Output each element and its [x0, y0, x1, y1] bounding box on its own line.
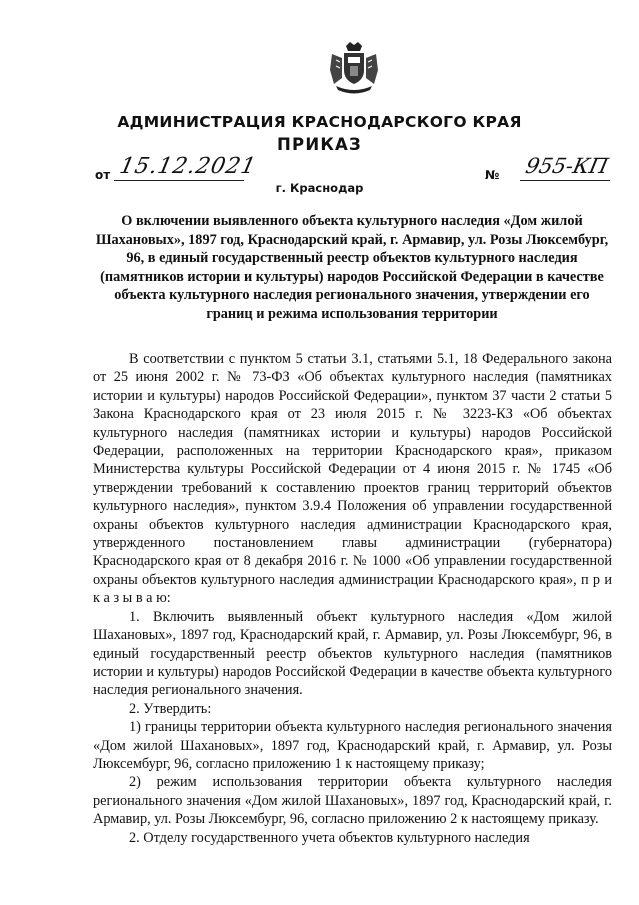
organization-name: АДМИНИСТРАЦИЯ КРАСНОДАРСКОГО КРАЯ — [117, 113, 522, 131]
preamble-paragraph: В соответствии с пунктом 5 статьи 3.1, статьями 5.1, 18 Федерального закона от 25 июня 2002 г. № 73-ФЗ «Об объектах культурного наследия (памятниках истории и культуры) народов Российской Федерации», пунктом 37 части 2 статьи 5 Закона Краснодарского края от 23 июля 2015 г. № 3223-КЗ «Об объектах культурного наследия (памятниках истории и культуры) народов Российской Федерации, расположенных на территории Краснодарского края», приказом Министерства культуры Российской Федерации от 4 июня 2015 г. № 1745 «Об утверждении требований к составлению проектов границ территорий объектов культурного наследия», пунктом 3.9.4 Положения об управлении государственной охраны объектов культурного наследия администрации Краснодарского края, утвержденного постановлением главы администрации (губернатора) Краснодарского края от 8 декабря 2016 г. № 1000 «Об управлении государственной охраны объектов культурного наследия администрации Краснодарского края», п р и к а з ы в а ю: — [93, 351, 612, 607]
item-2-1-paragraph: 1) границы территории объекта культурного наследия регионального значения «Дом жилой Шахановых», 1897 год, Краснодарский край, г. Армавир, ул. Розы Люксембург, 96, согласно приложению 1 к настоящему приказу; — [93, 719, 612, 772]
item-1-paragraph: 1. Включить выявленный объект культурного наследия «Дом жилой Шахановых», 1897 год, Краснодарский край, г. Армавир, ул. Розы Люксембург, 96, в единый государственный реестр объектов культурного наследия (памятников истории и культуры) народов Российской Федерации в качестве объекта культурного наследия регионального значения. — [93, 608, 612, 699]
handwritten-date: 15.12.2021 — [117, 154, 259, 179]
document-type: ПРИКАЗ — [277, 135, 362, 154]
order-body — [93, 350, 612, 847]
coat-of-arms-icon — [326, 40, 382, 96]
number-prefix: № — [485, 168, 500, 182]
item-3-paragraph: 2. Отделу государственного учета объектов культурного наследия — [129, 829, 530, 846]
item-2-2-paragraph: 2) режим использования территории объекта культурного наследия регионального значения «Дом жилой Шахановых», 1897 год, Краснодарский край, г. Армавир, ул. Розы Люксембург, 96, согласно приложению 2 к настоящему приказу. — [93, 774, 612, 828]
handwritten-number: 955-КП — [523, 154, 611, 178]
order-title: О включении выявленного объекта культурного наследия «Дом жилой Шахановых», 1897 год, Краснодарский край, г. Армавир, ул. Розы Люксембург, 96, в единый государственный реестр объектов культурного наследия (памятников истории и культуры) народов Российской Федерации в качестве объекта культурного наследия регионального значения, утверждении его границ и режима использования территории — [95, 213, 609, 322]
item-2-paragraph: 2. Утвердить: — [129, 700, 212, 717]
date-prefix: от — [95, 168, 111, 182]
city: г. Краснодар — [275, 181, 364, 195]
